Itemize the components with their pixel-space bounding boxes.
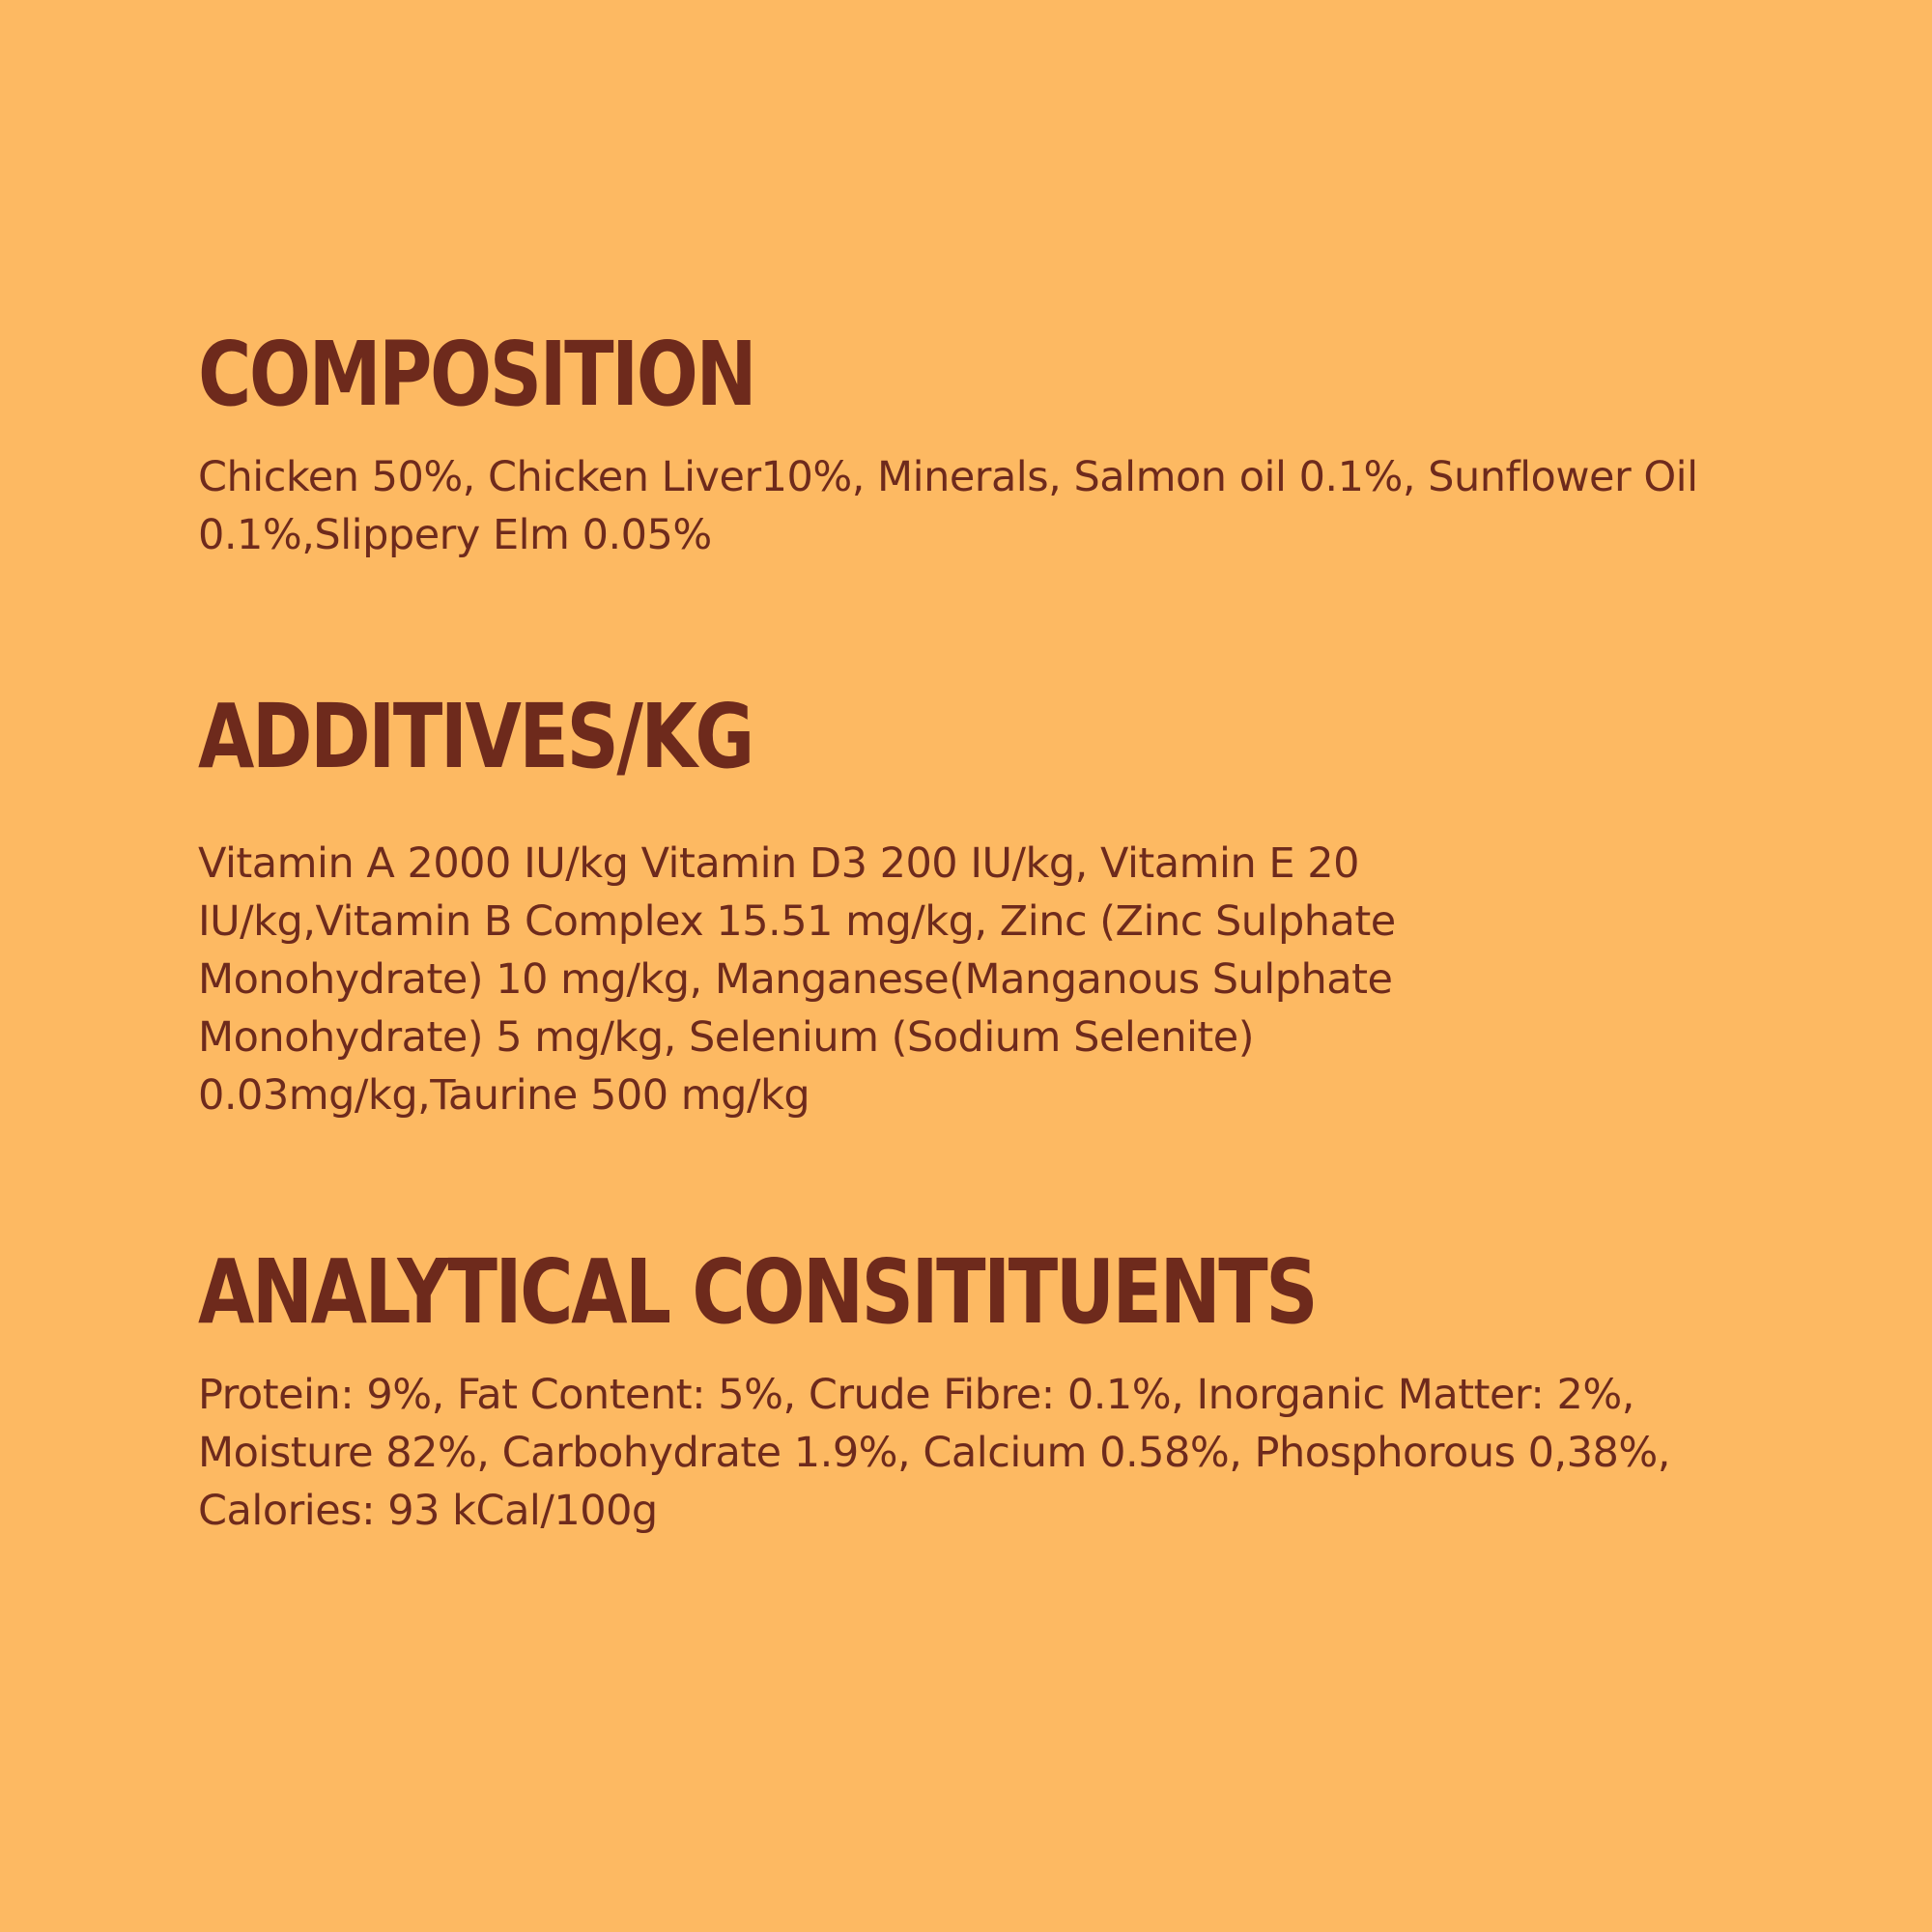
additives-section bbox=[198, 685, 1782, 1124]
additives-heading: ADDITIVES/KG bbox=[198, 685, 753, 788]
composition-text: Chicken 50%, Chicken Liver10%, Minerals, Salmon oil 0.1%, Sunflower Oil 0.1%,Slippery Elm 0.05% bbox=[198, 453, 1698, 559]
analytical-constituents-section bbox=[198, 1240, 1782, 1540]
analytical-constituents-text: Protein: 9%, Fat Content: 5%, Crude Fibre: 0.1%, Inorganic Matter: 2%, Moisture 82%, Carbohydrate 1.9%, Calcium 0.58%, Phosphorous 0,38%, Calories: 93 kCal/100g bbox=[198, 1371, 1670, 1535]
composition-section bbox=[198, 323, 1782, 564]
additives-text: Vitamin A 2000 IU/kg Vitamin D3 200 IU/kg, Vitamin E 20 IU/kg,Vitamin B Complex 15.51 mg/kg, Zinc (Zinc Sulphate Monohydrate) 10 mg/kg, Manganese(Manganous Sulphate Monohydrate) 5 mg/kg, Selenium (Sodium Selenite) 0.03mg/kg,Taurine 500 mg/kg bbox=[198, 839, 1396, 1120]
composition-heading: COMPOSITION bbox=[198, 323, 755, 426]
analytical-constituents-heading: ANALYTICAL CONSITITUENTS bbox=[198, 1240, 1317, 1344]
